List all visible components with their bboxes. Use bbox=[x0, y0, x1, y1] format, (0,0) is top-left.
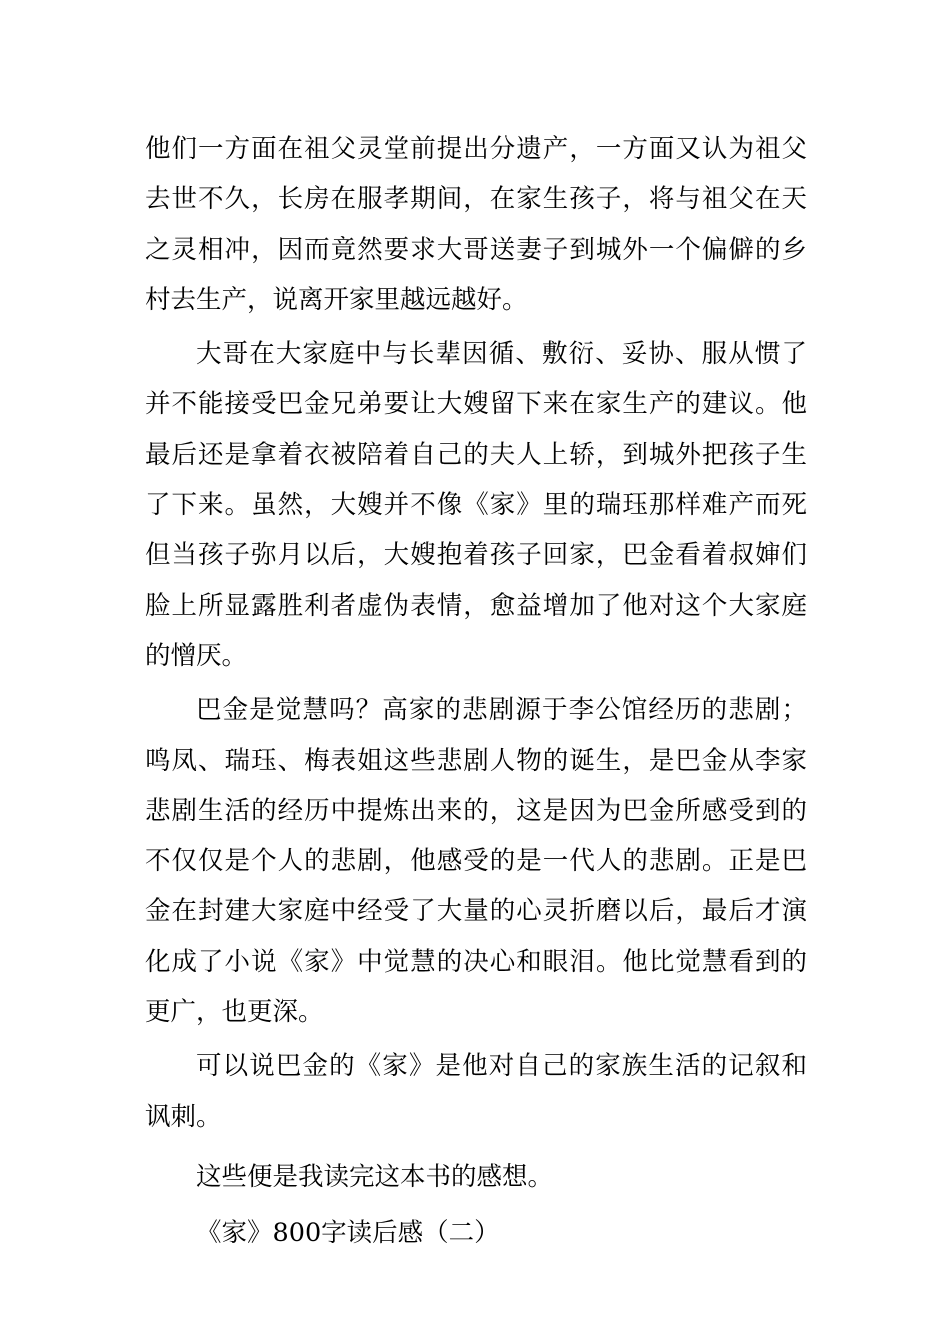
document-page bbox=[145, 124, 807, 1259]
paragraph-1: 他们一方面在祖父灵堂前提出分遗产，一方面又认为祖父去世不久，长房在服孝期间，在家生孩子，将与祖父在天之灵相冲，因而竟然要求大哥送妻子到城外一个偏僻的乡村去生产，说离开家里越远越好。 bbox=[145, 134, 807, 315]
paragraph-4: 可以说巴金的《家》是他对自己的家族生活的记叙和讽刺。 bbox=[145, 1051, 807, 1132]
paragraph-3: 巴金是觉慧吗？高家的悲剧源于李公馆经历的悲剧；鸣凤、瑞珏、梅表姐这些悲剧人物的诞生，是巴金从李家悲剧生活的经历中提炼出来的，这是因为巴金所感受到的不仅仅是个人的悲剧，他感受的是一代人的悲剧。正是巴金在封建大家庭中经受了大量的心灵折磨以后，最后才演化成了小说《家》中觉慧的决心和眼泪。他比觉慧看到的更广，也更深。 bbox=[145, 695, 807, 1028]
paragraph-2: 大哥在大家庭中与长辈因循、敷衍、妥协、服从惯了并不能接受巴金兄弟要让大嫂留下来在家生产的建议。他最后还是拿着衣被陪着自己的夫人上轿，到城外把孩子生了下来。虽然，大嫂并不像《家》里的瑞珏那样难产而死但当孩子弥月以后，大嫂抱着孩子回家，巴金看着叔婶们脸上所显露胜利者虚伪表情，愈益增加了他对这个大家庭的憎厌。 bbox=[145, 339, 807, 671]
section-heading: 《家》800字读后感（二） bbox=[196, 1218, 500, 1249]
paragraph-5: 这些便是我读完这本书的感想。 bbox=[196, 1161, 554, 1192]
